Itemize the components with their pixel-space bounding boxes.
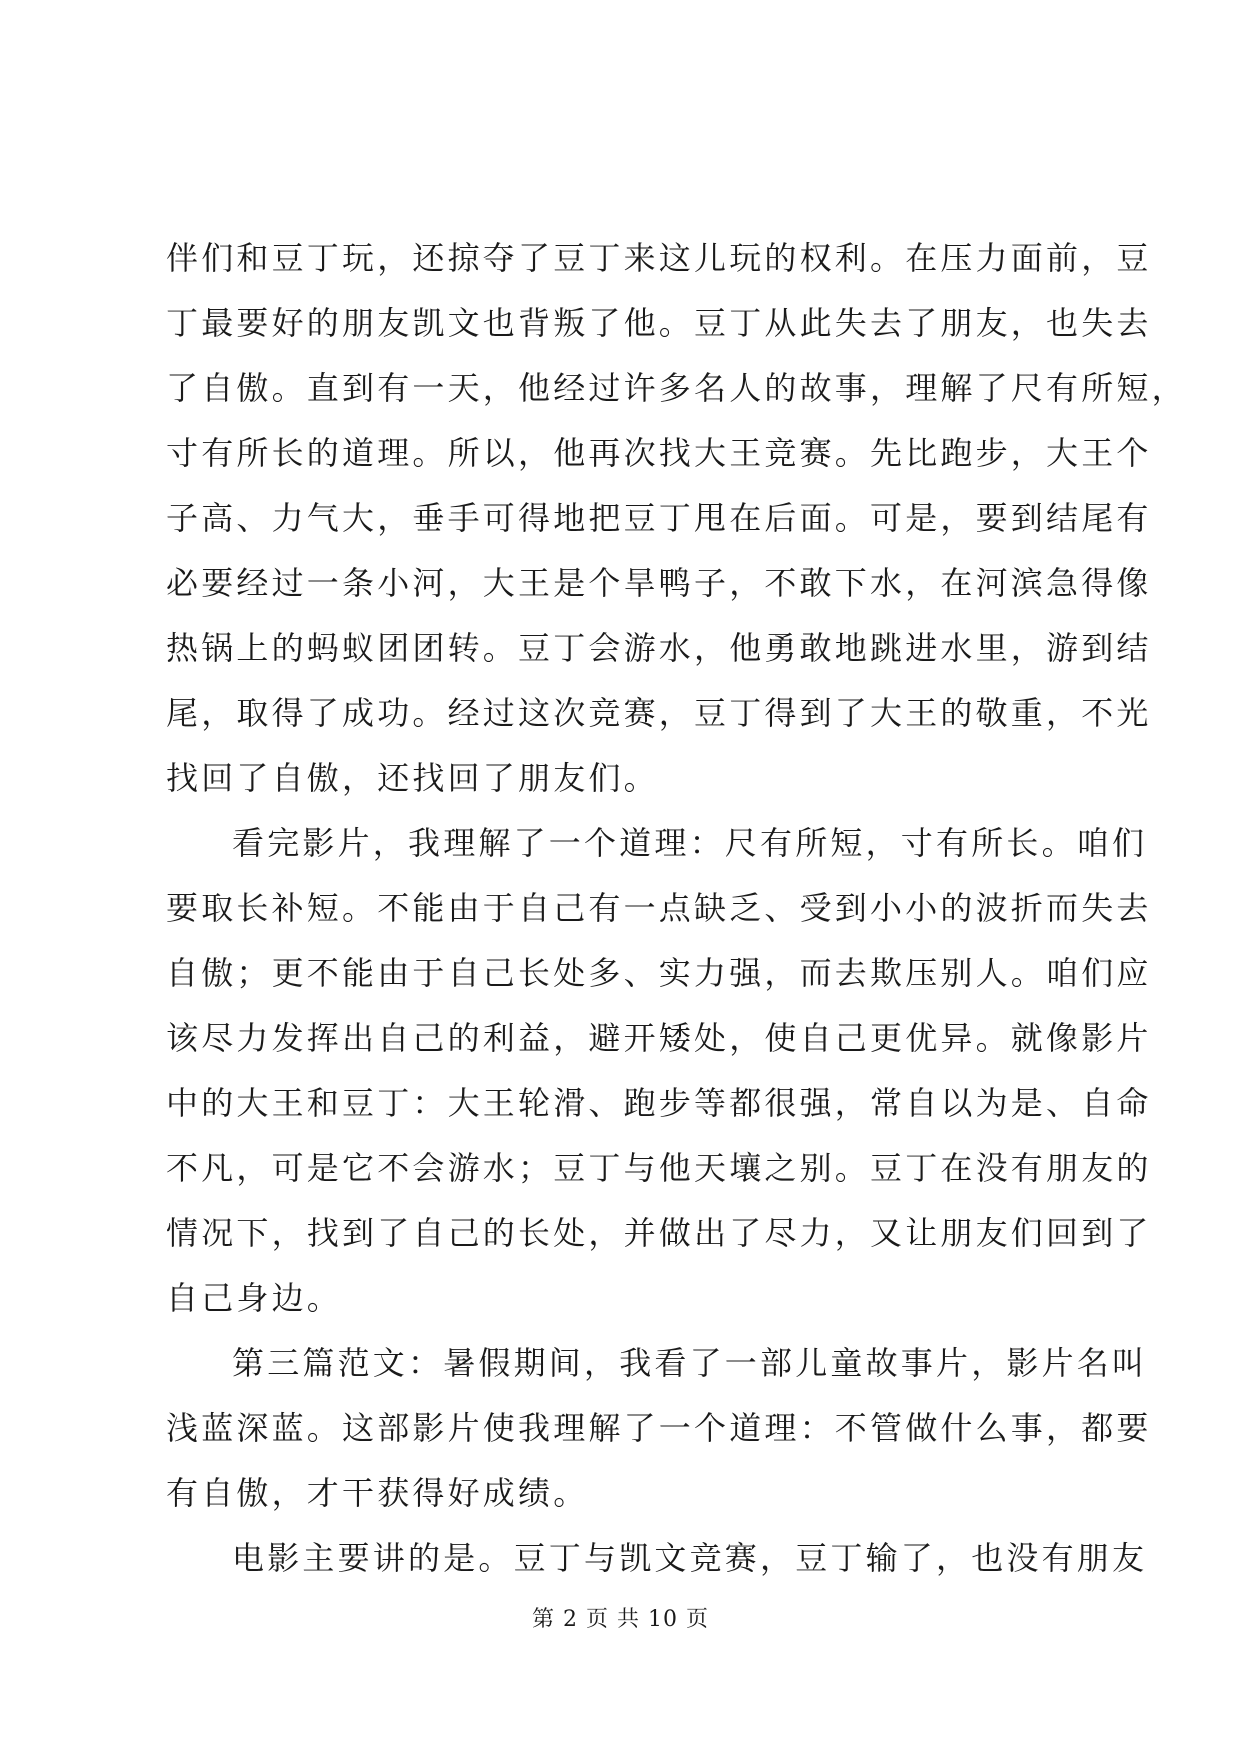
text-line: 情况下，找到了自己的长处，并做出了尽力，又让朋友们回到了 <box>166 1214 1152 1252</box>
text-line: 不凡，可是它不会游水；豆丁与他天壤之别。豆丁在没有朋友的 <box>166 1149 1152 1187</box>
text-line: 自傲；更不能由于自己长处多、实力强，而去欺压别人。咱们应 <box>166 954 1152 992</box>
text-line: 寸有所长的道理。所以，他再次找大王竞赛。先比跑步，大王个 <box>166 434 1152 472</box>
text-line: 了自傲。直到有一天，他经过许多名人的故事，理解了尺有所短， <box>166 369 1187 407</box>
body-text <box>166 226 1187 1591</box>
text-line: 有自傲，才干获得好成绩。 <box>166 1474 589 1512</box>
text-line: 找回了自傲，还找回了朋友们。 <box>166 759 659 797</box>
text-line: 要取长补短。不能由于自己有一点缺乏、受到小小的波折而失去 <box>166 889 1152 927</box>
text-line: 尾，取得了成功。经过这次竞赛，豆丁得到了大王的敬重，不光 <box>166 694 1152 732</box>
text-line: 该尽力发挥出自己的利益，避开矮处，使自己更优异。就像影片 <box>166 1019 1152 1057</box>
paragraph-first-line: 看完影片，我理解了一个道理：尺有所短，寸有所长。咱们 <box>232 824 1148 862</box>
page-number-footer: 第 2 页 共 10 页 <box>532 1607 709 1632</box>
text-line: 自己身边。 <box>166 1279 343 1317</box>
text-line: 丁最要好的朋友凯文也背叛了他。豆丁从此失去了朋友，也失去 <box>166 304 1152 342</box>
paragraph-first-line: 第三篇范文：暑假期间，我看了一部儿童故事片，影片名叫 <box>232 1344 1148 1382</box>
paragraph-first-line: 电影主要讲的是。豆丁与凯文竞赛，豆丁输了，也没有朋友 <box>232 1539 1148 1577</box>
text-line: 中的大王和豆丁：大王轮滑、跑步等都很强，常自以为是、自命 <box>166 1084 1152 1122</box>
text-line: 浅蓝深蓝。这部影片使我理解了一个道理：不管做什么事，都要 <box>166 1409 1152 1447</box>
text-line: 必要经过一条小河，大王是个旱鸭子，不敢下水，在河滨急得像 <box>166 564 1152 602</box>
text-line: 伴们和豆丁玩，还掠夺了豆丁来这儿玩的权利。在压力面前，豆 <box>166 239 1152 277</box>
text-line: 热锅上的蚂蚁团团转。豆丁会游水，他勇敢地跳进水里，游到结 <box>166 629 1152 667</box>
text-line: 子高、力气大，垂手可得地把豆丁甩在后面。可是，要到结尾有 <box>166 499 1152 537</box>
